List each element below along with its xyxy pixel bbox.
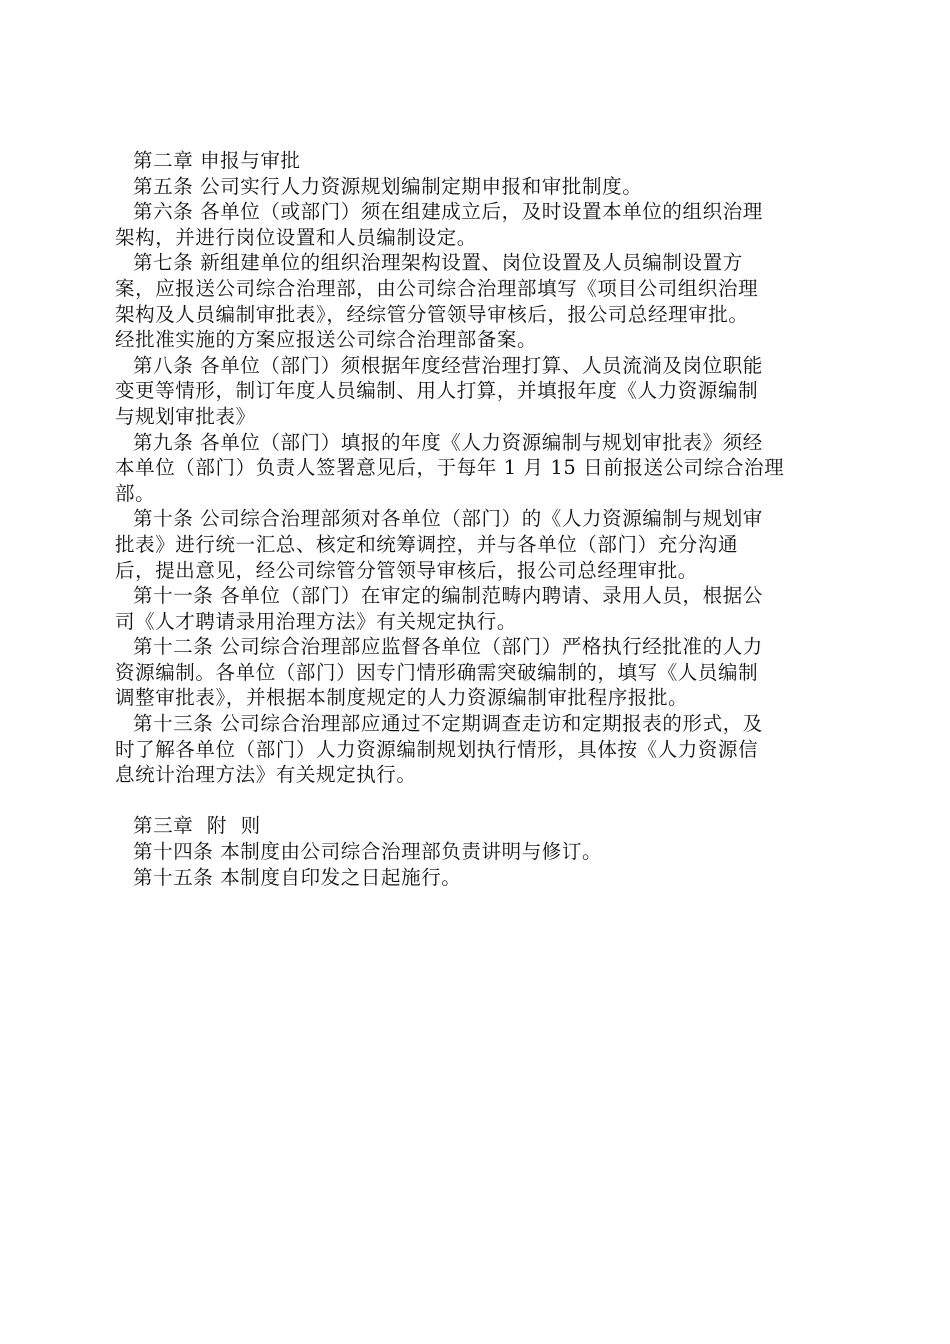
article-7-line-1: 第七条 新组建单位的组织治理架构设置、岗位设置及人员编制设置方	[133, 251, 743, 275]
document-body	[115, 148, 835, 890]
article-10-line-2: 批表》进行统一汇总、核定和统筹调控，并与各单位（部门）充分沟通	[115, 532, 739, 556]
article-12-line-1: 第十二条 公司综合治理部应监督各单位（部门）严格执行经批准的人力	[133, 635, 763, 659]
article-14-line-1: 第十四条 本制度由公司综合治理部负责讲明与修订。	[133, 840, 603, 864]
article-10-line-1: 第十条 公司综合治理部须对各单位（部门）的《人力资源编制与规划审	[133, 507, 763, 531]
article-6	[115, 199, 835, 250]
article-9-line-2: 本单位（部门）负责人签署意见后，于每年 1 月 15 日前报送公司综合治理	[115, 456, 785, 480]
article-8	[115, 353, 835, 430]
article-10-line-3: 后，提出意见，经公司综管分管领导审核后，报公司总经理审批。	[115, 558, 698, 582]
article-13-line-1: 第十三条 公司综合治理部应通过不定期调查走访和定期报表的形式，及	[133, 712, 763, 736]
article-7-line-3: 架构及人员编制审批表》，经综管分管领导审核后，报公司总经理审批。	[115, 302, 749, 326]
article-15-line-1: 第十五条 本制度自印发之日起施行。	[133, 865, 462, 889]
article-10	[115, 506, 835, 583]
article-9	[115, 430, 835, 507]
article-13-line-3: 息统计治理方法》有关规定执行。	[115, 763, 417, 787]
chapter-2-heading: 第二章 申报与审批	[133, 149, 301, 172]
chapter-3-heading: 第三章 附 则	[133, 814, 261, 838]
article-7	[115, 250, 835, 352]
article-7-line-2: 案，应报送公司综合治理部，由公司综合治理部填写《项目公司组织治理	[115, 276, 759, 300]
article-8-line-2: 变更等情形，制订年度人员编制、用人打算，并填报年度《人力资源编制	[115, 379, 759, 403]
article-11	[115, 583, 835, 634]
article-8-line-1: 第八条 各单位（部门）须根据年度经营治理打算、人员流淌及岗位职能	[133, 353, 763, 377]
article-12-line-3: 调整审批表》，并根据本制度规定的人力资源编制审批程序报批。	[115, 686, 689, 710]
article-8-line-3: 与规划审批表》	[115, 404, 256, 428]
article-6-line-1: 第六条 各单位（或部门）须在组建成立后，及时设置本单位的组织治理	[133, 200, 763, 224]
article-12-line-2: 资源编制。各单位（部门）因专门情形确需突破编制的，填写《人员编制	[115, 660, 759, 684]
article-13-line-2: 时了解各单位（部门）人力资源编制规划执行情形，具体按《人力资源信	[115, 737, 759, 761]
article-5	[115, 174, 835, 200]
article-14	[115, 839, 835, 865]
article-13	[115, 711, 835, 788]
article-9-line-1: 第九条 各单位（部门）填报的年度《人力资源编制与规划审批表》须经	[133, 430, 763, 454]
article-7-line-4: 经批准实施的方案应报送公司综合治理部备案。	[115, 328, 538, 352]
section-spacer	[115, 788, 835, 814]
article-12	[115, 634, 835, 711]
article-9-line-3: 部。	[115, 481, 156, 505]
article-11-line-2: 司《人才聘请录用治理方法》有关规定执行。	[115, 609, 518, 633]
article-15	[115, 865, 835, 891]
article-6-line-2: 架构，并进行岗位设置和人员编制设定。	[115, 225, 477, 249]
article-11-line-1: 第十一条 各单位（部门）在审定的编制范畴内聘请、录用人员，根据公	[133, 584, 763, 608]
article-5-line-1: 第五条 公司实行人力资源规划编制定期申报和审批制度。	[133, 174, 643, 198]
